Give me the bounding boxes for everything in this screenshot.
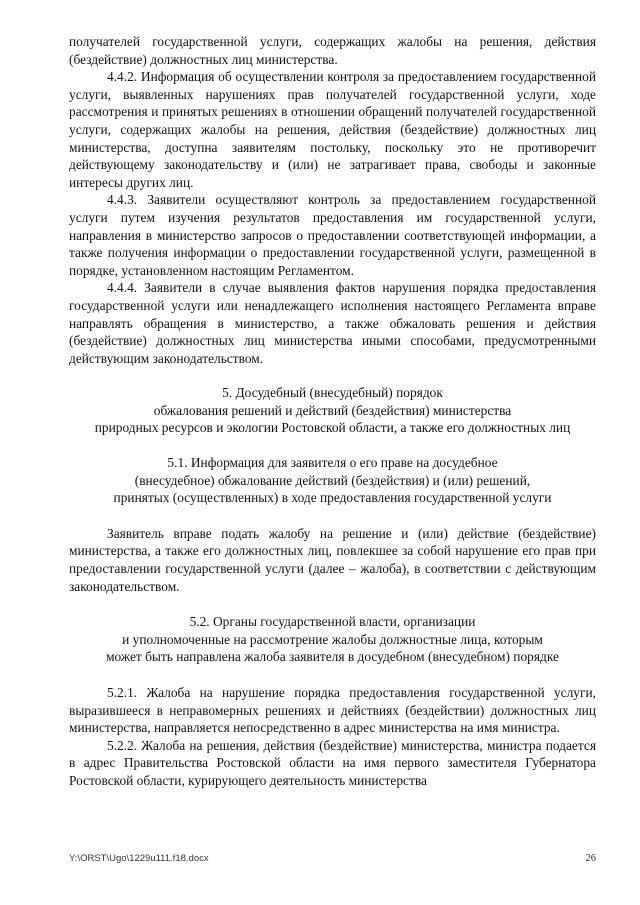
section-5-2-heading-line: 5.2. Органы государственной власти, организации — [189, 614, 476, 630]
section-5-2-heading-line: и уполномоченные на рассмотрение жалобы должностные лица, которым — [122, 631, 543, 647]
document-page — [69, 33, 596, 790]
paragraph-5-1-text: Заявитель вправе подать жалобу на решение и (или) действие (бездействие) министерства, а также его должностных лиц, повлекшее за собой нарушение его прав при предоставлении государственной услуги (далее – жалоба), в соответствии с действующим законодательством. — [69, 525, 596, 594]
section-5-heading-line: 5. Досудебный (внесудебный) порядок — [222, 385, 443, 401]
paragraph-4-4-4: 4.4.4. Заявители в случае выявления фактов нарушения порядка предоставления государственной услуги или ненадлежащего исполнения настоящего Регламента вправе направлять обращения в министерство, а также обжаловать решения и действия (бездействие) должностных лиц министерства иными способами, предусмотренными действующим законодательством. — [69, 280, 596, 366]
section-5-heading-line: обжалования решений и действий (бездействия) министерства — [153, 402, 512, 418]
section-5-heading-line: природных ресурсов и экологии Ростовской области, а также его должностных лиц — [94, 420, 571, 436]
paragraph-continuation: получателей государственной услуги, содержащих жалобы на решения, действия (бездействие) должностных лиц министерства. — [69, 34, 596, 67]
section-5-1-heading — [69, 454, 596, 507]
section-5-1-heading-line: принятых (осуществленных) в ходе предоставления государственной услуги — [113, 490, 552, 506]
section-5-1-heading-line: (внесудебное) обжалование действий (бездействия) и (или) решений, — [134, 472, 531, 488]
section-5-1-heading-line: 5.1. Информация для заявителя о его праве на досудебное — [167, 455, 498, 471]
section-5-heading — [69, 384, 596, 437]
paragraph-5-2-1: 5.2.1. Жалоба на нарушение порядка предоставления государственной услуги, выразившееся в неправомерных решениях и действиях (бездействии) должностных лиц министерства, направляется непосредственно в адрес министерства на имя министра. — [69, 685, 596, 736]
paragraph-4-4-3: 4.4.3. Заявители осуществляют контроль за предоставлением государственной услуги путем изучения результатов предоставления им государственной услуги, направления в министерство запросов о предоставлении соответствующей информации, а также получения информации о предоставлении государственной услуги, размещенной в порядке, установленном настоящим Регламентом. — [69, 192, 596, 278]
file-path: Y:\ORST\Ugo\1229u111.f18.docx — [69, 853, 209, 864]
page-number: 26 — [585, 853, 596, 864]
section-5-2-heading — [69, 613, 596, 666]
paragraph-5-2-2: 5.2.2. Жалоба на решения, действия (бездействие) министерства, министра подается в адрес Правительства Ростовской области на имя первого заместителя Губернатора Ростовской области, курирующего деятельность министерства — [69, 737, 596, 788]
section-5-2-heading-line: может быть направлена жалоба заявителя в досудебном (внесудебном) порядке — [106, 649, 559, 665]
paragraph-4-4-2: 4.4.2. Информация об осуществлении контроля за предоставлением государственной услуги, выявленных нарушениях прав получателей государственной услуги, ходе рассмотрения и принятых решениях в отношении обращений получателей государственной услуги, содержащих жалобы на решения, действия (бездействие) должностных лиц министерства, доступна заявителям постольку, поскольку это не противоречит действующему законодательству и (или) не затрагивает права, свободы и законные интересы других лиц. — [69, 69, 596, 190]
